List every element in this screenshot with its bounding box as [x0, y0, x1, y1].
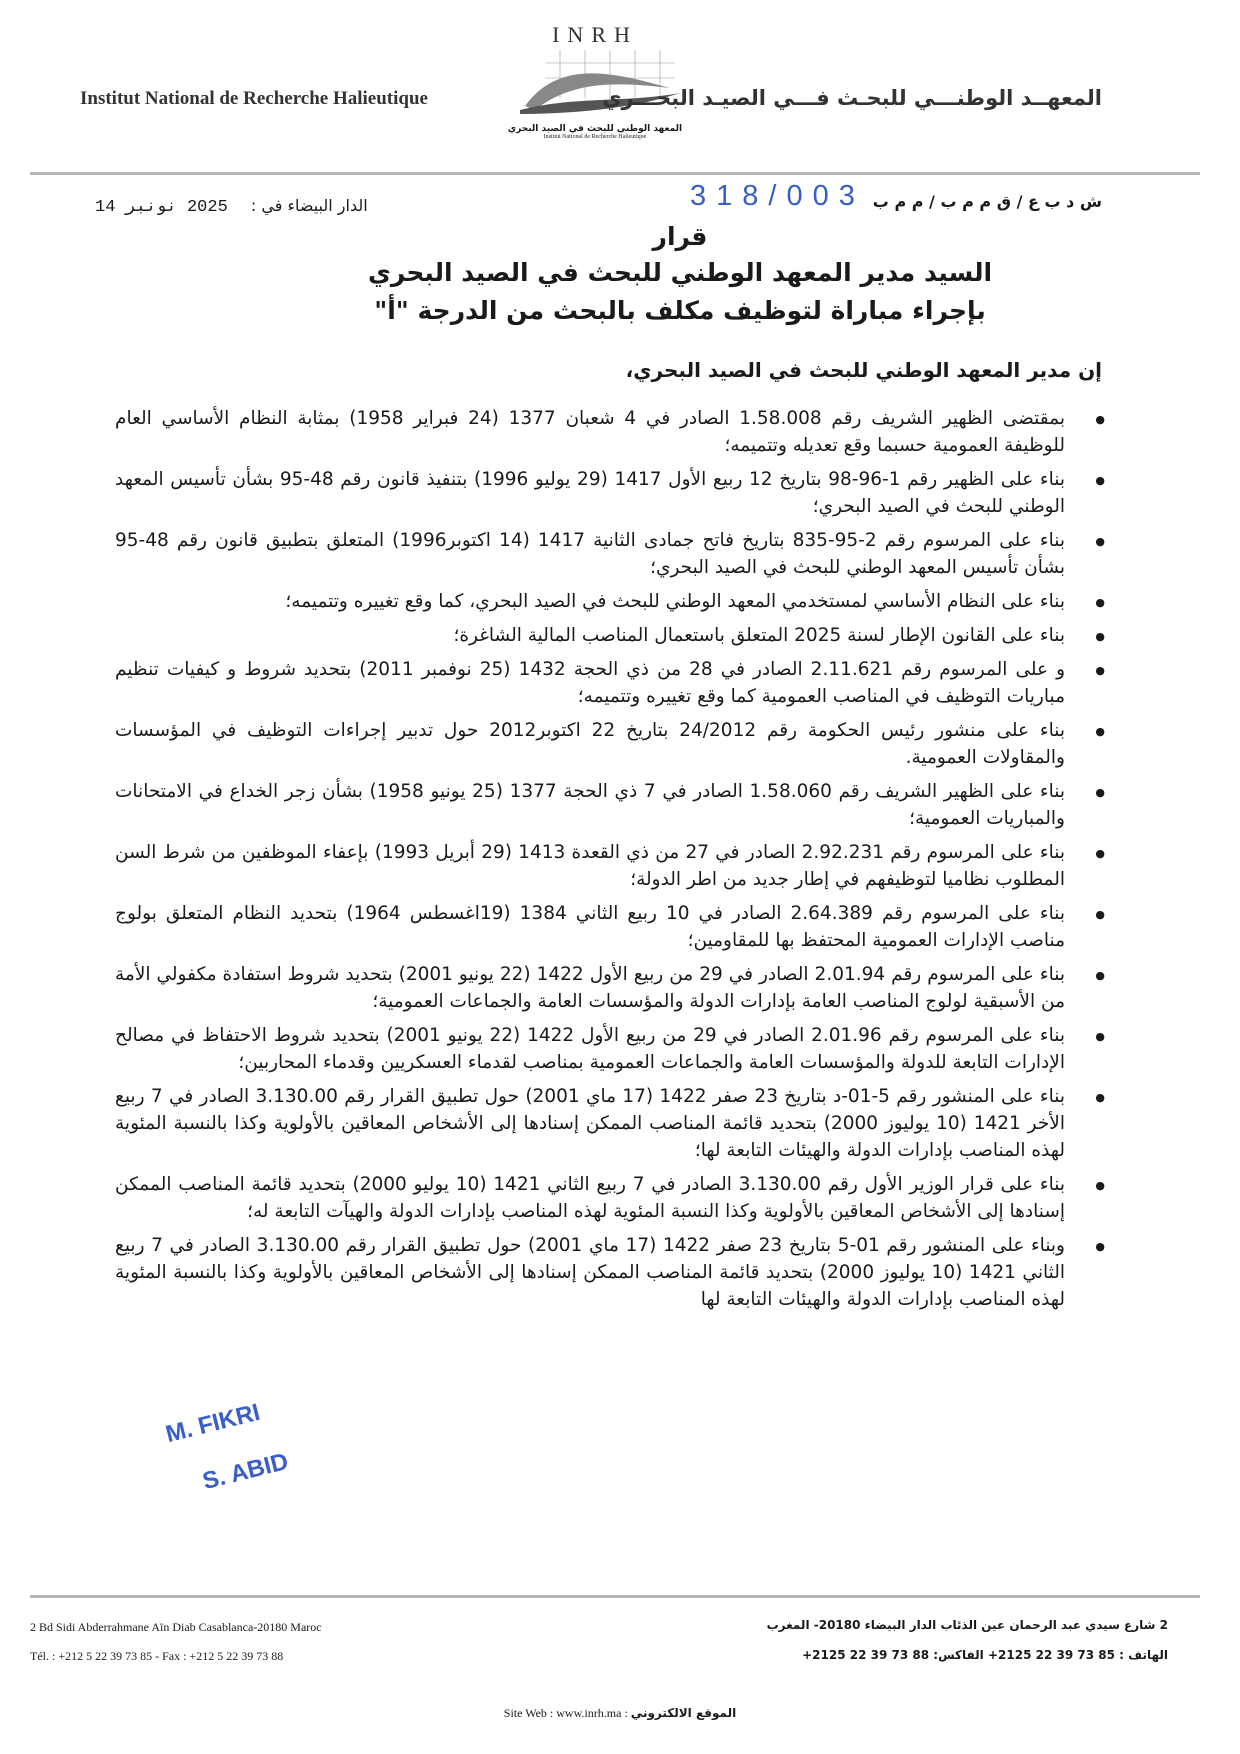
header-divider: [30, 172, 1200, 175]
logo-title: INRH: [552, 22, 638, 47]
list-item: ● بناء على المرسوم رقم 2-95-835 بتاريخ فاتح جمادى الثانية 1417 (14 اكتوبر1996) المتعلق بتطبيق قانون رقم 48-95 بشأن تأسيس المعهد الوطني للبحث في الصيد البحري؛: [115, 527, 1065, 581]
inrh-logo: [505, 22, 685, 140]
org-name-french: Institut National de Recherche Halieutique: [80, 88, 428, 109]
org-name-arabic: المعهــد الوطنـــي للبحـث فـــي الصيـد البحـــري: [602, 86, 1102, 110]
date-place-label: الدار البيضاء في :: [250, 196, 368, 215]
decision-title: قرار: [652, 222, 708, 251]
decision-intro: إن مدير المعهد الوطني للبحث في الصيد البحري،: [625, 358, 1102, 382]
list-item: ● بناء على المرسوم رقم 2.01.94 الصادر في 29 من ربيع الأول 1422 (22 يونيو 2001) بتحديد شروط استفادة مكفولي الأمة من الأسبقية لولوج المناصب العامة بإدارات الدولة والمؤسسات العامة والجماعات العمومية؛: [115, 961, 1065, 1015]
footer-website: [0, 1706, 1240, 1721]
list-item: ● و على المرسوم رقم 2.11.621 الصادر في 28 من ذي الحجة 1432 (25 نوفمبر 2011) بتحديد شروط و كيفيات تنظيم مباريات التوظيف في المناصب العمومية كما وقع تغييره وتتميمه؛: [115, 656, 1065, 710]
date-line: [95, 196, 368, 217]
list-item: ● بناء على المرسوم رقم 2.64.389 الصادر في 10 ربيع الثاني 1384 (19اغسطس 1964) بتحديد النظام المتعلق بولوج مناصب الإدارات العمومية المحتفظ بها للمقاومين؛: [115, 900, 1065, 954]
decision-date: 2025 نونبر 14: [95, 198, 228, 217]
decision-subject: بإجراء مباراة لتوظيف مكلف بالبحث من الدرجة "أ": [374, 296, 986, 325]
considerations-list: [115, 405, 1065, 1320]
list-item: ● بمقتضى الظهير الشريف رقم 1.58.008 الصادر في 4 شعبان 1377 (24 فبراير 1958) بمثابة النظام الأساسي العام للوظيفة العمومية حسبما وقع تعديله وتتميمه؛: [115, 405, 1065, 459]
list-item: ● بناء على القانون الإطار لسنة 2025 المتعلق باستعمال المناصب المالية الشاغرة؛: [115, 622, 1065, 649]
list-item: ● بناء على الظهير رقم 1-96-98 بتاريخ 12 ربيع الأول 1417 (29 يوليو 1996) بتنفيذ قانون رقم 48-95 بشأن تأسيس المعهد الوطني للبحث في الصيد البحري؛: [115, 466, 1065, 520]
footer-address-french: 2 Bd Sidi Abderrahmane Aïn Diab Casablanca-20180 Maroc: [30, 1620, 322, 1634]
footer-divider: [30, 1595, 1200, 1598]
list-item: ● بناء على المنشور رقم 5-01-د بتاريخ 23 صفر 1422 (17 ماي 2001) حول تطبيق القرار رقم 3.130.00 الصادر في 7 ربيع الأخر 1421 (10 يوليوز 2000) بتحديد قائمة المناصب الممكن إسنادها إلى الأشخاص المعاقين بالأولوية وكذا بالنسبة المئوية لهذه المناصب بإدارات الدولة والهيئات التابعة لها؛: [115, 1083, 1065, 1164]
list-item: ● وبناء على المنشور رقم 01-5 بتاريخ 23 صفر 1422 (17 ماي 2001) حول تطبيق القرار رقم 3.130.00 الصادر في 7 ربيع الثاني 1421 (10 يوليوز 2000) بتحديد قائمة المناصب الممكن إسنادها إلى الأشخاص المعاقين بالأولوية وكذا بالنسبة المئوية لهذه المناصب بإدارات الدولة والهيئات التابعة لها: [115, 1232, 1065, 1313]
decision-issuer: السيد مدير المعهد الوطني للبحث في الصيد البحري: [367, 258, 993, 287]
list-item: ● بناء على النظام الأساسي لمستخدمي المعهد الوطني للبحث في الصيد البحري، كما وقع تغييره وتتميمه؛: [115, 588, 1065, 615]
footer-address-arabic: 2 شارع سيدي عبد الرحمان عين الذئاب الدار البيضاء 20180- المغرب: [766, 1618, 1168, 1632]
signature-initials: M. FIKRI: [163, 1398, 263, 1449]
website-label-arabic: الموقع الالكتروني: [630, 1706, 737, 1720]
list-item: ● بناء على الظهير الشريف رقم 1.58.060 الصادر في 7 ذي الحجة 1377 (25 يونيو 1958) بشأن زجر الخداع في الامتحانات والمباريات العمومية؛: [115, 778, 1065, 832]
footer-phone-arabic: الهاتف : 85 73 39 22 2125+ الفاكس: 88 73 39 22 2125+: [802, 1648, 1168, 1662]
list-item: ● بناء على المرسوم رقم 2.92.231 الصادر في 27 من ذي القعدة 1413 (29 أبريل 1993) بإعفاء الموظفين من شرط السن المطلوب نظاميا لتوظيفهم في إطار جديد من اطر الدولة؛: [115, 839, 1065, 893]
website-link[interactable]: Site Web : www.inrh.ma :: [503, 1706, 628, 1720]
list-item: ● بناء على منشور رئيس الحكومة رقم 24/2012 بتاريخ 22 اكتوبر2012 حول تدبير إجراءات التوظيف في المؤسسات والمقاولات العمومية.: [115, 717, 1065, 771]
logo-subtitle-french: Institut National de Recherche Halieutique: [543, 134, 647, 140]
footer-phone-french: Tél. : +212 5 22 39 73 85 - Fax : +212 5 22 39 73 88: [30, 1649, 284, 1663]
signature-initials: S. ABID: [199, 1447, 291, 1496]
decision-number-stamp: 318/003: [690, 180, 865, 212]
list-item: ● بناء على المرسوم رقم 2.01.96 الصادر في 29 من ربيع الأول 1422 (22 يونيو 2001) بتحديد شروط الاحتفاظ في مصالح الإدارات التابعة للدولة والمؤسسات العامة والجماعات العمومية بمناصب لقدماء العسكريين وقدماء المحاربين؛: [115, 1022, 1065, 1076]
logo-subtitle-arabic: المعهد الوطني للبحث في الصيد البحري: [507, 124, 683, 134]
list-item: ● بناء على قرار الوزير الأول رقم 3.130.00 الصادر في 7 ربيع الثاني 1421 (10 يوليو 2000) بتحديد قائمة المناصب الممكن إسنادها إلى الأشخاص المعاقين بالأولوية وكذا النسبة المئوية لهذه المناصب بإدارات الدولة والهيآت التابعة له؛: [115, 1171, 1065, 1225]
reference-code: ش د ب ع / ق م م ب / م م ب: [872, 192, 1102, 211]
